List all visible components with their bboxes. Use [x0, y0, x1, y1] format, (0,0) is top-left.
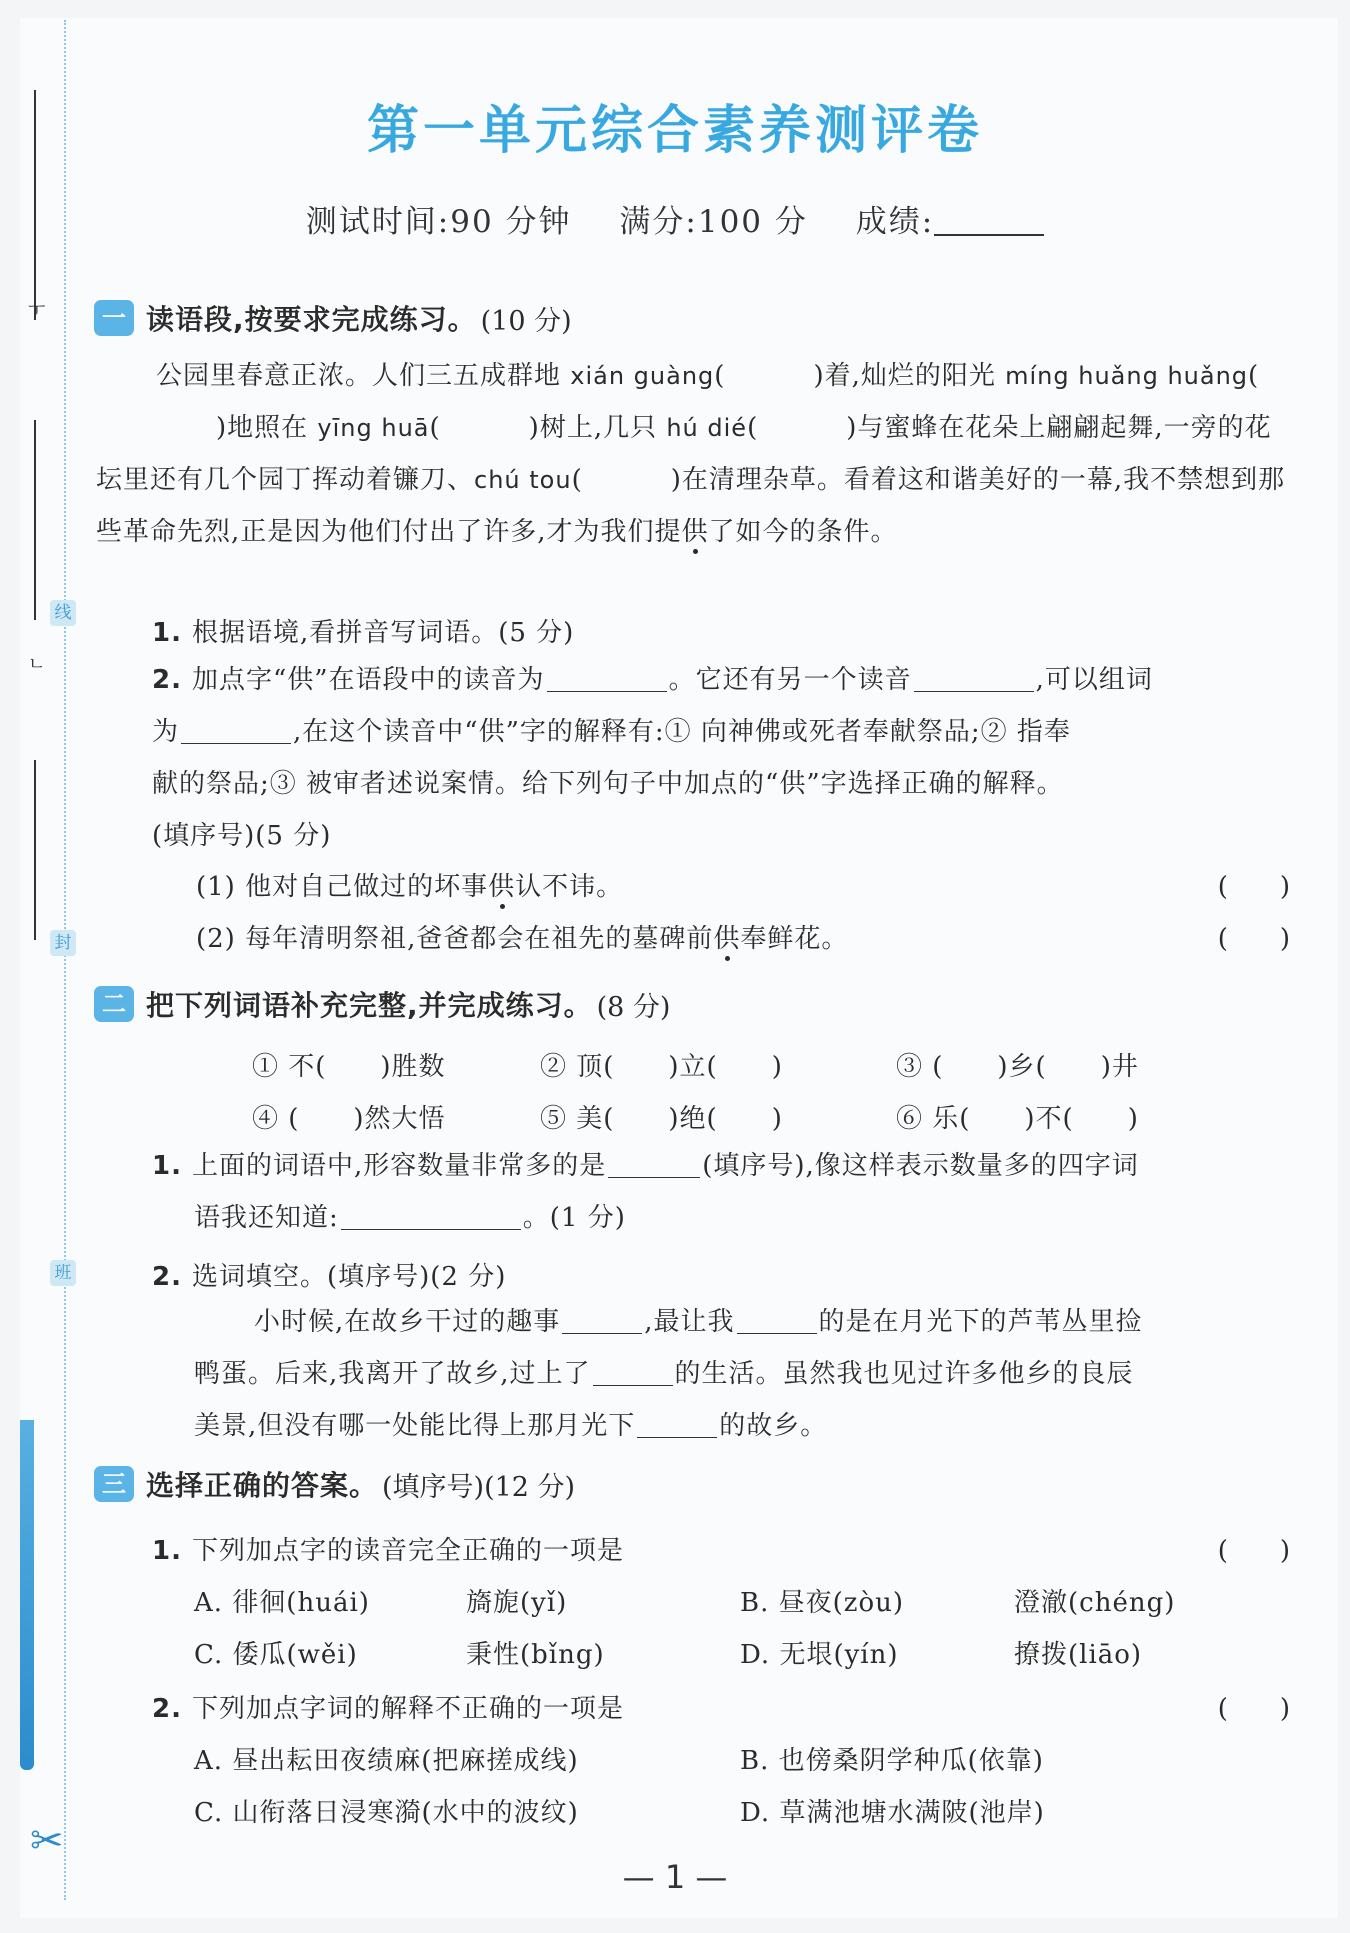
s3-question-2 — [152, 1688, 624, 1725]
s1-sentence-1 — [196, 866, 623, 903]
idiom-item: ④ ( )然大悟 — [252, 1104, 446, 1134]
pinyin-3: yīng huā — [317, 414, 430, 442]
question-text: (填序号)(5 分) — [152, 821, 332, 851]
margin-mark: ㅜ — [28, 300, 46, 321]
grade-field — [856, 204, 1044, 240]
passage-text: 与蜜蜂在花朵上翩翩起舞,一旁的花坛里还有几个园丁挥动着镰刀、 — [96, 413, 1272, 495]
passage-text: 鸭蛋。后来,我离开了故乡,过上了 — [194, 1359, 591, 1389]
blank-fill[interactable] — [737, 1309, 817, 1334]
option-d[interactable]: D. 无垠(yín) — [740, 1640, 899, 1670]
idiom-item: ③ ( )乡( )井 — [896, 1052, 1139, 1082]
s2-question-1 — [152, 1140, 1292, 1244]
answer-paren[interactable]: ( ) — [1217, 1536, 1290, 1566]
question-text: ,在这个读音中“供”字的解释有:① 向神佛或死者奉献祭品;② 指奉 — [293, 717, 1071, 747]
section-3-badge: 三 — [94, 1466, 134, 1502]
question-text: (填序号),像这样表示数量多的四字词 — [702, 1151, 1139, 1181]
idiom-item: ⑤ 美( )绝( ) — [540, 1104, 783, 1134]
question-text: 选词填空。(填序号)(2 分) — [191, 1262, 507, 1292]
margin-rule — [34, 420, 36, 620]
section-2-title: 把下列词语补充完整,并完成练习。 — [146, 989, 593, 1022]
passage-text: 小时候,在故乡干过的趣事 — [254, 1307, 561, 1337]
question-text: 上面的词语中,形容数量非常多的是 — [191, 1151, 607, 1181]
s2-question-2 — [152, 1256, 506, 1293]
blank-idioms[interactable] — [341, 1205, 521, 1230]
option-c[interactable]: C. 山衔落日浸寒漪(水中的波纹) — [194, 1798, 579, 1828]
question-text: 根据语境,看拼音写词语。(5 分) — [191, 618, 575, 648]
passage-text: 着,灿烂的阳光 — [824, 361, 1006, 391]
sentence-text: (1) 他对自己做过的坏事 — [196, 872, 489, 902]
grade-blank[interactable] — [934, 234, 1044, 236]
reading-passage: 公园里春意正浓。人们三五成群地 xián guàng( )着,灿烂的阳光 míng huǎng huǎng()地照在 yīng huā( )树上,几只 hú dié( )与蜜蜂在花朵上翩翩起舞,一旁的花坛里还有几个园丁挥动着镰刀、chú tou( )在清理杂草。看着这和谐美好的一幕,我不禁想到那些革命先烈,正是因为他们付出了许多,才为我们提供了如今的条件。 — [96, 361, 1286, 547]
idiom-item: ① 不( )胜数 — [252, 1052, 446, 1082]
s1-question-1 — [152, 612, 574, 649]
passage-text: ,最让我 — [644, 1307, 735, 1337]
blank-fill[interactable] — [593, 1361, 673, 1386]
s1-sentence-2 — [196, 918, 848, 955]
pinyin-2: míng huǎng huǎng — [1005, 362, 1249, 390]
passage-text: 了如今的条件。 — [708, 517, 898, 547]
section-3-score: (填序号)(12 分) — [382, 1471, 576, 1503]
idiom-item: ⑥ 乐( )不( ) — [896, 1104, 1139, 1134]
s3-question-1 — [152, 1530, 624, 1567]
question-text: 下列加点字词的解释不正确的一项是 — [191, 1694, 624, 1724]
question-number: 1. — [152, 1151, 182, 1181]
full-score-label: 满分:100 分 — [619, 204, 808, 240]
section-3-title: 选择正确的答案。 — [146, 1469, 379, 1502]
question-text: 下列加点字的读音完全正确的一项是 — [191, 1536, 624, 1566]
time-label: 测试时间:90 分钟 — [305, 204, 572, 240]
s1-question-2 — [152, 654, 1292, 862]
question-text: 为 — [152, 717, 180, 747]
scissors-icon: ✂ — [30, 1818, 64, 1864]
section-2-badge: 二 — [94, 986, 134, 1022]
option-a-word2: 旖旎(yǐ) — [466, 1588, 568, 1618]
margin-tag-seal: 封 — [50, 930, 76, 956]
dotted-char: 供 — [713, 924, 741, 954]
option-c[interactable]: C. 倭瓜(wěi) — [194, 1640, 358, 1670]
passage-text: 树上,几只 — [539, 413, 667, 443]
binding-dotted-line — [64, 20, 66, 1900]
section-3-header — [94, 1464, 575, 1504]
question-number: 1. — [152, 1536, 182, 1566]
option-b[interactable]: B. 昼夜(zòu) — [740, 1588, 905, 1618]
margin-color-strip — [20, 1420, 34, 1770]
passage-text: 在清理杂草。看着这和谐美好的一幕,我不禁想到那些革命先烈,正是因为他们付出了许多,才为我们提 — [96, 465, 1286, 547]
grade-label: 成绩: — [855, 204, 935, 240]
page-number: — 1 — — [622, 1858, 728, 1896]
passage-text: 的故乡。 — [719, 1411, 828, 1441]
blank-seq[interactable] — [608, 1153, 700, 1178]
option-c-word2: 秉性(bǐng) — [466, 1640, 605, 1670]
question-text: 。(1 分) — [522, 1203, 626, 1233]
blank-reading[interactable] — [547, 667, 667, 692]
sentence-text: (2) 每年清明祭祖,爸爸都会在祖先的墓碑前 — [196, 924, 714, 954]
question-text: 加点字“供”在语段中的读音为 — [191, 665, 545, 695]
question-number: 2. — [152, 1262, 182, 1292]
passage-text: 的生活。虽然我也见过许多他乡的良辰 — [674, 1359, 1134, 1389]
margin-tag-class: 班 — [50, 1260, 76, 1286]
option-d[interactable]: D. 草满池塘水满陂(池岸) — [740, 1798, 1045, 1828]
option-b-word2: 澄澈(chéng) — [1014, 1588, 1176, 1618]
page-title: 第一单元综合素养测评卷 — [366, 100, 983, 161]
question-text: 。它还有另一个读音 — [668, 665, 912, 695]
test-meta — [0, 196, 1350, 241]
section-2-header — [94, 984, 670, 1024]
question-number: 2. — [152, 665, 182, 695]
blank-fill[interactable] — [562, 1309, 642, 1334]
option-a[interactable]: A. 徘徊(huái) — [194, 1588, 370, 1618]
idiom-item: ② 顶( )立( ) — [540, 1052, 783, 1082]
option-a[interactable]: A. 昼出耘田夜绩麻(把麻搓成线) — [194, 1746, 579, 1776]
margin-rule — [34, 760, 36, 940]
answer-paren[interactable]: ( ) — [1217, 924, 1290, 954]
sentence-text: 奉鲜花。 — [740, 924, 849, 954]
question-text: 献的祭品;③ 被审者述说案情。给下列句子中加点的“供”字选择正确的解释。 — [152, 769, 1064, 799]
question-number: 2. — [152, 1694, 182, 1724]
question-text: 语我还知道: — [194, 1203, 339, 1233]
passage-text: 的是在月光下的芦苇丛里捡 — [818, 1307, 1143, 1337]
answer-paren[interactable]: ( ) — [1217, 872, 1290, 902]
option-d-word2: 撩拨(liāo) — [1014, 1640, 1143, 1670]
dotted-char: 供 — [681, 517, 709, 547]
section-2-score: (8 分) — [596, 991, 671, 1023]
section-1-header — [94, 298, 572, 338]
blank-word[interactable] — [181, 719, 291, 744]
sentence-text: 认不讳。 — [515, 872, 624, 902]
blank-other-reading[interactable] — [914, 667, 1034, 692]
pinyin-1: xián guàng — [570, 362, 715, 390]
option-b[interactable]: B. 也傍桑阴学种瓜(依靠) — [740, 1746, 1044, 1776]
passage-text: 美景,但没有哪一处能比得上那月光下 — [194, 1411, 636, 1441]
passage-text: 地照在 — [227, 413, 318, 443]
pinyin-5: chú tou — [474, 466, 572, 494]
margin-tag-line: 线 — [50, 600, 76, 626]
dotted-char: 供 — [488, 872, 516, 902]
section-1-badge: 一 — [94, 300, 134, 336]
answer-paren[interactable]: ( ) — [1217, 1694, 1290, 1724]
margin-mark: ㄴ — [28, 654, 46, 675]
question-text: ,可以组词 — [1035, 665, 1153, 695]
passage-text: 公园里春意正浓。人们三五成群地 — [156, 361, 571, 391]
question-number: 1. — [152, 618, 182, 648]
section-1-title: 读语段,按要求完成练习。 — [146, 303, 477, 336]
pinyin-4: hú dié — [666, 414, 748, 442]
fill-passage — [194, 1296, 1292, 1452]
blank-fill[interactable] — [637, 1413, 717, 1438]
section-1-score: (10 分) — [480, 305, 572, 337]
